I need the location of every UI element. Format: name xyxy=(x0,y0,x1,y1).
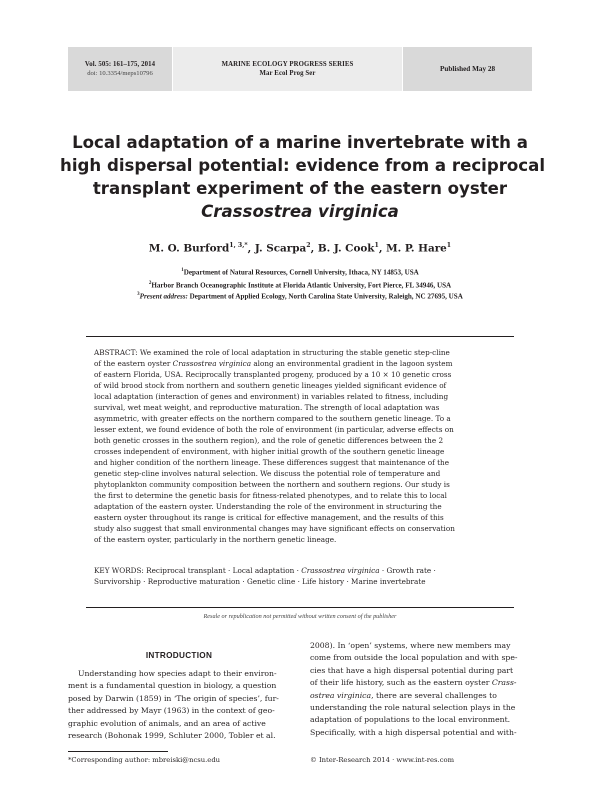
abstract-line: of the eastern oyster Crassostrea virginica along an environmental gradient in the lagoon system xyxy=(94,359,453,369)
author-name: J. Scarpa xyxy=(254,242,307,255)
affiliation-number: 1 xyxy=(181,268,184,273)
title-line: transplant experiment of the eastern oyster xyxy=(92,179,508,198)
author-list xyxy=(60,242,540,254)
published-cell xyxy=(403,47,532,91)
section-heading-introduction: INTRODUCTION xyxy=(145,651,213,660)
abstract-line: eastern oyster throughout its range is critical for effective management, and the results of this xyxy=(94,513,444,523)
corresponding-author-note: *Corresponding author: mbreiski@ncsu.edu xyxy=(68,756,221,764)
body-line: of their life history, such as the eastern oyster Crass- xyxy=(310,678,517,688)
body-line: Specifically, with a high dispersal potential and with- xyxy=(310,727,517,737)
abstract-line: lesser extent, we found evidence of both the role of environment (in particular, adverse effects on xyxy=(94,425,454,435)
abstract-line: of eastern Florida, USA. Reciprocally transplanted progeny, produced by a 10 × 10 genetic cross xyxy=(94,370,452,380)
volume-info: Vol. 505: 161–175, 2014 xyxy=(84,61,156,68)
abstract-line: the first to determine the genetic basis for fitness-related phenotypes, and to relate this to local xyxy=(94,491,447,501)
journal-cell xyxy=(172,47,403,91)
abstract-line: adaptation of the eastern oyster. Understanding the role of the environment in structuring the xyxy=(94,502,442,512)
abstract-line: asymmetric, with greater effects on the northern compared to the southern genetic lineage. To a xyxy=(94,414,451,424)
body-line: come from outside the local population and with spe- xyxy=(310,653,518,663)
body-line: ther addressed by Mayr (1963) in the context of geo- xyxy=(68,706,275,716)
title-species: Crassostrea virginica xyxy=(201,202,399,221)
author-separator: , xyxy=(378,242,387,255)
resale-notice: Resale or republication not permitted without written consent of the publisher xyxy=(203,613,397,620)
affiliations xyxy=(60,265,540,292)
body-line: graphic evolution of animals, and an area of active xyxy=(68,718,266,728)
present-address xyxy=(60,292,540,300)
affiliation-text: Department of Natural Resources, Cornell University, Ithaca, NY 14853, USA xyxy=(183,268,419,277)
abstract-line: genetic step-cline involves natural selection. We discuss the potential role of temperature and xyxy=(94,469,441,479)
body-line: ostrea virginica, there are several challenges to xyxy=(310,690,497,700)
journal-name: MARINE ECOLOGY PROGRESS SERIES xyxy=(221,61,354,68)
affiliation xyxy=(60,278,540,291)
body-line: 2008). In ‘open’ systems, where new members may xyxy=(310,641,511,650)
keywords-line: Survivorship · Reproductive maturation · Genetic cline · Life history · Marine invertebrate xyxy=(94,577,426,587)
affiliation xyxy=(60,265,540,278)
abstract-line: study also suggest that small environmental changes may have significant effects on conservation xyxy=(94,524,455,534)
corresponding-marker: * xyxy=(244,242,248,249)
abstract-line: phytoplankton community composition between the northern and southern regions. Our study is xyxy=(94,480,450,490)
abstract-line: and higher condition of the northern lineage. These differences suggest that maintenance of the xyxy=(94,458,449,468)
affiliation-number: 3 xyxy=(137,292,140,297)
right-column xyxy=(310,640,532,739)
abstract-line: of wild brood stock from northern and southern genetic lineages yielded significant evidence of xyxy=(94,381,447,391)
author-affil-marker: 2 xyxy=(306,242,311,249)
body-line: cies that have a high dispersal potential during part xyxy=(310,665,514,675)
abstract xyxy=(94,347,514,545)
doi: doi: 10.3354/meps10796 xyxy=(87,70,153,77)
abstract-line: crosses independent of environment, with higher initial growth of the southern genetic lineage xyxy=(94,447,445,457)
affiliation-text: Harbor Branch Oceanographic Institute at Florida Atlantic University, Fort Pierce, FL 34946, USA xyxy=(151,281,452,290)
author-name: M. O. Burford xyxy=(148,242,230,255)
abstract-line: of the eastern oyster, particularly in the northern genetic lineage. xyxy=(94,535,337,545)
keywords-line: KEY WORDS: Reciprocal transplant · Local adaptation · Crassostrea virginica · Growth rate · xyxy=(94,566,436,575)
keywords xyxy=(94,565,514,587)
abstract-line: local adaptation (interaction of genes and environment) in variables related to fitness, including xyxy=(94,392,449,402)
title-line: Local adaptation of a marine invertebrate with a xyxy=(72,133,528,152)
footnote-divider xyxy=(68,751,168,752)
affiliation-number: 2 xyxy=(148,281,152,287)
article-title xyxy=(60,131,546,223)
author-affil-marker: 1 xyxy=(374,242,379,249)
body-line: understanding the role natural selection plays in the xyxy=(310,703,516,713)
body-line: ment is a fundamental question in biology, a question xyxy=(68,681,277,691)
volume-cell xyxy=(68,47,172,91)
journal-header xyxy=(68,47,532,91)
copyright-notice: © Inter-Research 2014 · www.int-res.com xyxy=(310,756,455,764)
author-separator: , xyxy=(310,242,318,255)
abstract-line: ABSTRACT: We examined the role of local adaptation in structuring the stable genetic step-cline xyxy=(94,348,450,357)
body-line: Understanding how species adapt to their environ- xyxy=(78,669,277,678)
author-affil-marker: 1 xyxy=(446,242,452,249)
author-name: M. P. Hare xyxy=(386,242,447,255)
journal-abbrev: Mar Ecol Prog Ser xyxy=(259,70,316,77)
author-name: B. J. Cook xyxy=(317,242,375,255)
abstract-box xyxy=(86,336,514,608)
published-date: Published May 28 xyxy=(439,65,496,73)
author-affil-marker: 1, 3, xyxy=(229,242,245,249)
body-line: adaptation of populations to the local environment. xyxy=(310,715,511,725)
author-separator: , xyxy=(247,242,255,255)
abstract-line: survival, wet meat weight, and reproductive maturation. The strength of local adaptation was xyxy=(94,403,440,413)
present-address-label: Present address: xyxy=(139,292,188,301)
body-line: posed by Darwin (1859) in ‘The origin of species’, fur- xyxy=(68,693,279,703)
title-line: high dispersal potential: evidence from a reciprocal xyxy=(60,156,546,175)
abstract-line: both genetic crosses in the southern region), and the role of genetic differences between the 2 xyxy=(94,436,444,446)
introduction-text xyxy=(68,668,290,742)
body-line: research (Bohonak 1999, Schluter 2000, Tobler et al. xyxy=(68,731,276,741)
present-address-text: Department of Applied Ecology, North Carolina State University, Raleigh, NC 27695, USA xyxy=(187,292,463,301)
